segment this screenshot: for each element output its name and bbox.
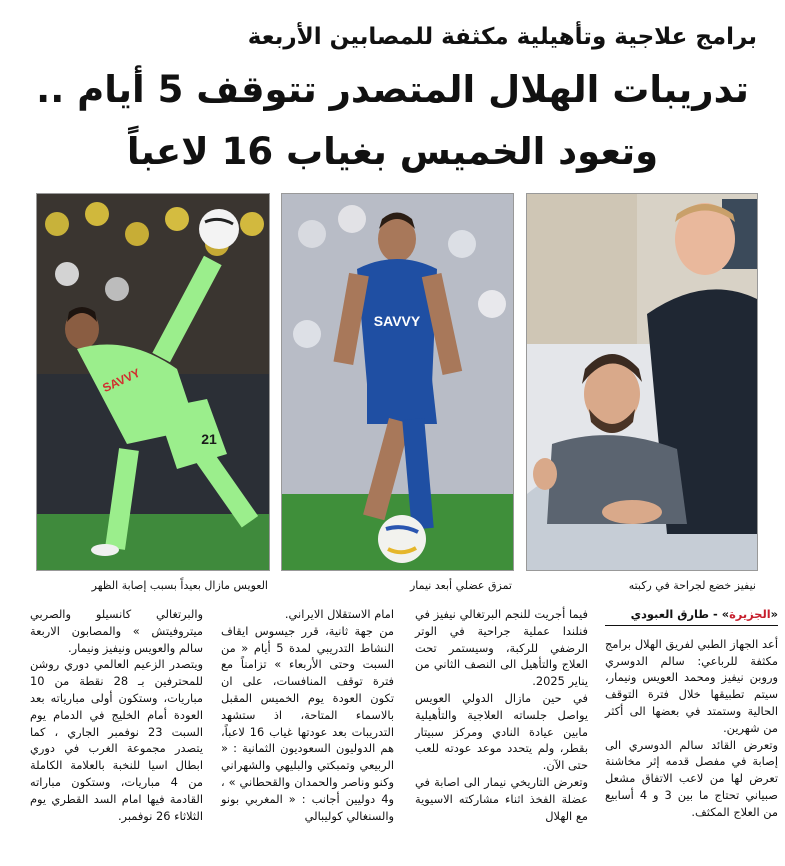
caption-middle: تمزق عضلي أبعد نيمار [409,579,512,592]
caption-right: نيفيز خضع لجراحة في ركبته [628,579,756,592]
caption-left: العويس مازال بعيداً بسبب إصابة الظهر [91,579,268,592]
paragraph: من جهة ثانية، قرر جيسوس ايقاف النشاط التدريبي لمدة 5 أيام « من السبت وحتى الأربعاء » تزامناً مع فترة توقف المنافسات، على ان تكون العودة يوم الخميس المقبل بالاسماء المتاحة، اذ ستشهد التدريبات بعد عودتها غياب 16 لاعباً، هم الدوليون السعوديون الثمانية : « الربيعي وتمبكتي والبليهي والشهراني وكنو وناصر والحمدان والقحطاني » ، و4 دوليين أجانب : « المغربي بونو والسنغالي كوليبالي [221,623,395,823]
shorts-number: 21 [201,431,217,447]
paragraph: في حين مازال الدولي العويس يواصل جلساته العلاجية والتأهيلية مابين عيادة النادي ومركز سبيتار بقطر، ولم يتحدد موعد عودته للعب حتى الآن. [415,690,588,773]
kicker-subheadline: برامج علاجية وتأهيلية مكثفة للمصابين الأربعة [247,24,757,50]
article-column-3 [221,606,394,824]
paragraph: وتعرض التاريخي نيمار الى اصابة في عضلة الفخذ اثناء مشاركته الاسيوية مع الهلال [415,774,588,823]
paragraph: امام الاستقلال الايراني. [284,607,394,621]
article-column-1 [605,606,778,821]
headline-line-1: تدريبات الهلال المتصدر تتوقف 5 أيام .. [36,68,749,111]
paragraph: أعد الجهاز الطبي لفريق الهلال برامج مكثفة للرباعي: سالم الدوسري وروبن نيفيز ومحمد العويس ونيمار، سيتم تطبيقها خلال فترة التوقف الحالية وستمتد في بعضها الى أكثر من شهرين. [605,636,778,735]
article-column-2 [415,606,588,824]
byline-outlet: الجزيرة [729,607,771,621]
paragraph: والبرتغالي كانسيلو والصربي ميتروفيتش » والمصابون الاربعة سالم والعويس ونيفيز ونيمار. [30,607,203,655]
shirt-sponsor-text-left: SAVVY [100,365,143,396]
headline-line-2: وتعود الخميس بغياب 16 لاعباً [126,130,659,173]
photo-neymar [281,193,514,571]
byline: «الجزيرة» - طارق العبودي [605,606,778,626]
article-column-4 [30,606,203,824]
paragraph: وتعرض القائد سالم الدوسري الى إصابة في مفصل قدمه إثر مخاشنة تعرض لها من لاعب الاتفاق مشعل صبياني تحتاج ما بين 3 و 4 أسابيع من العلاج المكثف. [605,737,778,819]
photo-neves-hospital [526,193,758,571]
byline-author: طارق العبودي [630,607,710,621]
paragraph: ويتصدر الزعيم العالمي دوري روشن للمحترفين بـ 28 نقطة من 10 مباريات، وستكون أولى مبارياته بعد العودة أمام الخليج في الدمام يوم السبت 23 نوفمبر الجاري ، كما يتصدر مجموعة الغرب في دوري ابطال اسيا للنخبة بالعلامة الكاملة من 4 مباريات، وستكون مباراته القادمة فيها امام السد القطري يوم الثلاثاء 26 نوفمبر. [30,657,203,823]
paragraph: فيما أجريت للنجم البرتغالي نيفيز في فنلندا عملية جراحية في الوتر الرضفي للركبة، وسيستمر تحت العلاج والتأهيل الى النصف الثاني من يناير 2025. [415,607,588,689]
shirt-sponsor-text: SAVVY [373,313,421,329]
photo-alowais [36,193,270,571]
